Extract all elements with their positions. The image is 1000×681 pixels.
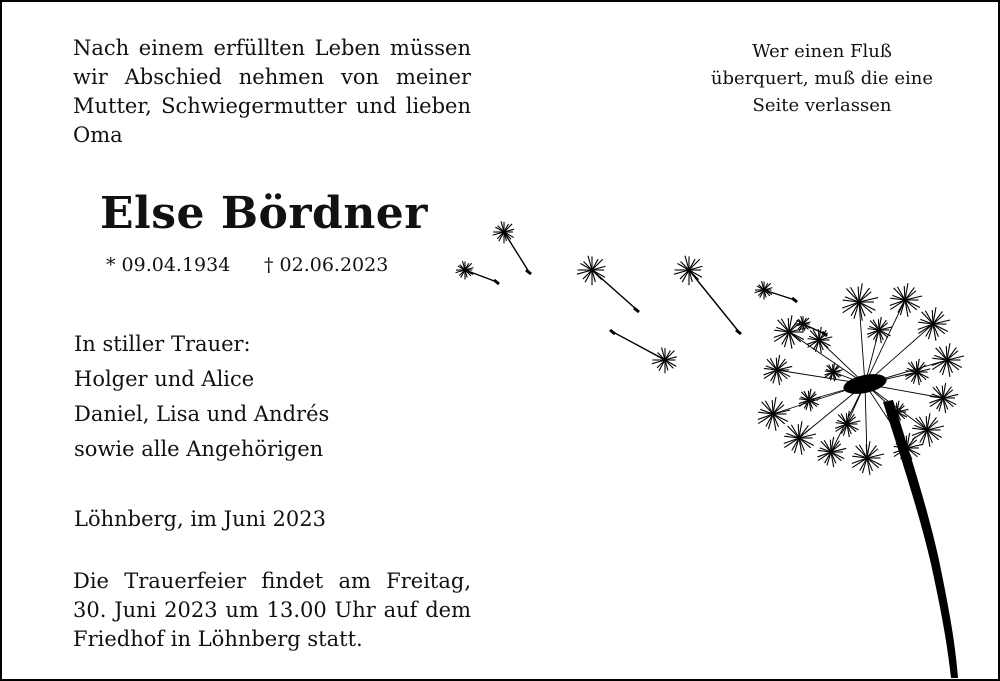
- birth-date: * 09.04.1934: [106, 254, 231, 276]
- quote: [692, 38, 952, 119]
- mourner-line: sowie alle Angehörigen: [74, 437, 324, 461]
- death-date: † 02.06.2023: [264, 254, 389, 276]
- ceremony-text: Die Trauerfeier findet am Freitag, 30. Juni 2023 um 13.00 Uhr auf dem Friedhof in Löhnberg statt.: [73, 569, 471, 651]
- quote-line: Wer einen Fluß: [752, 41, 892, 62]
- intro-text: Nach einem erfüllten Leben müssen wir Abschied nehmen von meiner Mutter, Schwiegermutter und lieben Oma: [73, 36, 471, 147]
- place-date: Löhnberg, im Juni 2023: [74, 507, 326, 531]
- mourners-heading: In stiller Trauer:: [74, 332, 251, 356]
- quote-line: Seite verlassen: [752, 95, 892, 116]
- mourners-list: [74, 327, 329, 467]
- quote-line: überquert, muß die eine: [710, 68, 934, 89]
- mourner-line: Daniel, Lisa und Andrés: [74, 402, 330, 426]
- mourner-line: Holger und Alice: [74, 367, 255, 391]
- deceased-name: Else Bördner: [100, 188, 428, 239]
- dandelion-icon: [447, 212, 992, 680]
